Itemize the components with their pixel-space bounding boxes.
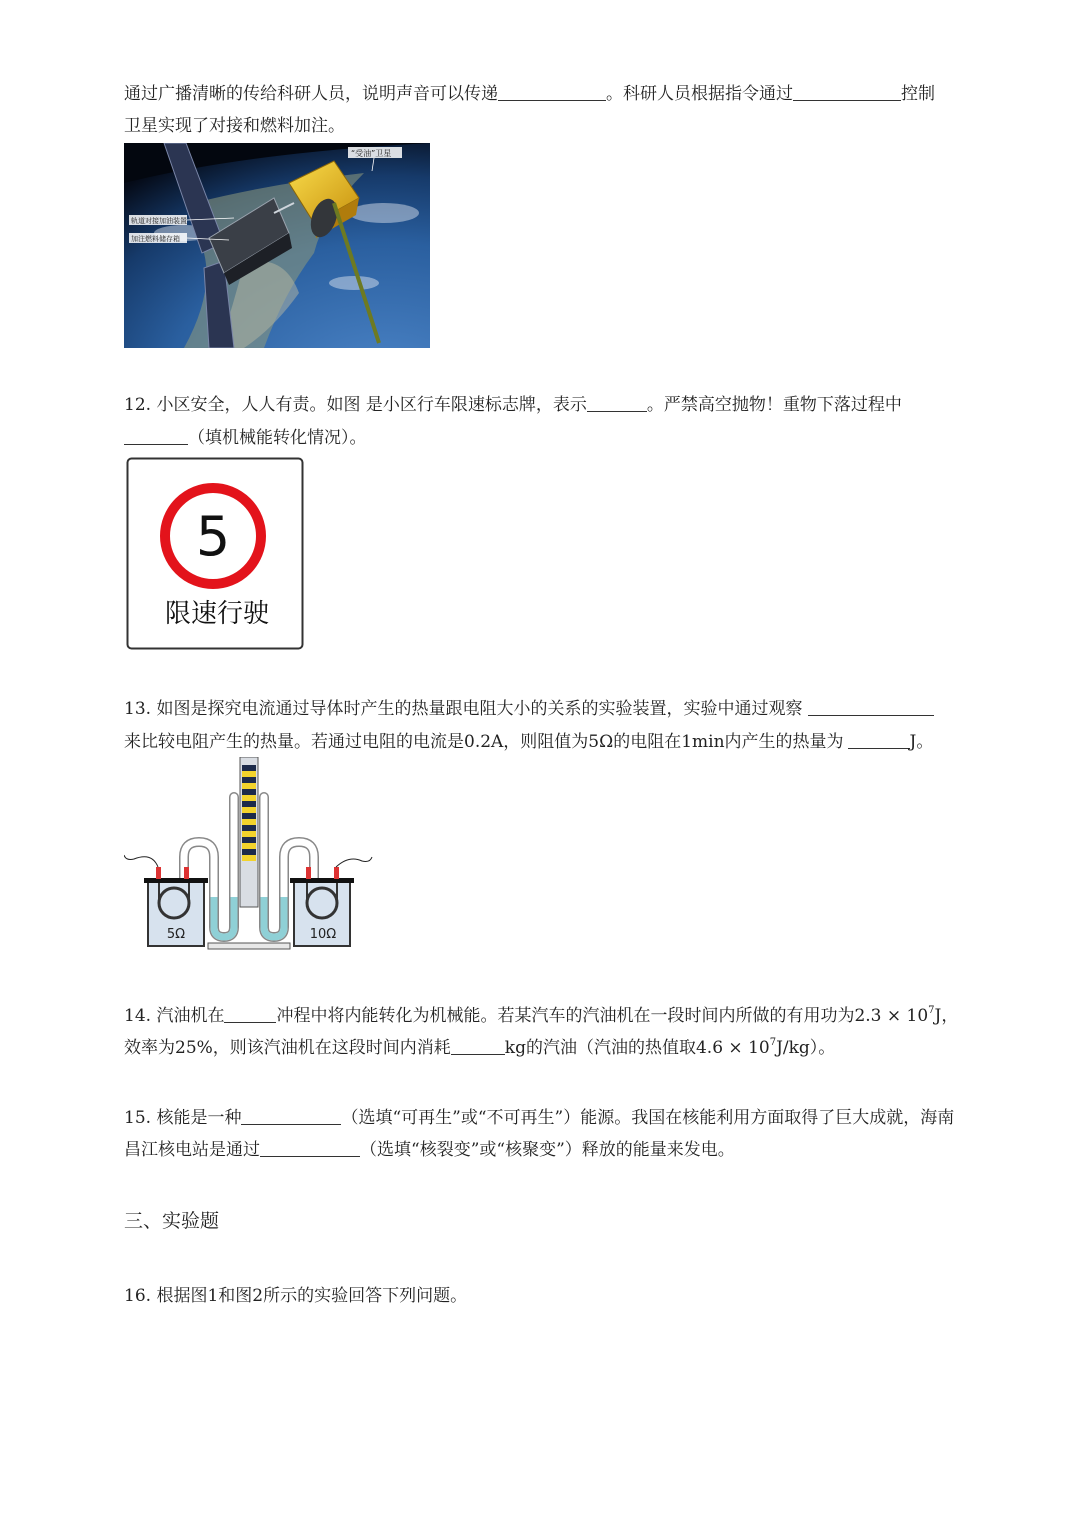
speed-limit-text: 限速行驶 [164, 599, 270, 629]
q14-line-2: 效率为25%，则该汽油机在这段时间内消耗 kg的汽油（汽油的热值取$4.6 \times 10^7J/kg$）。 [124, 1037, 836, 1058]
resistor-10-ohm-label: 10Ω [309, 927, 337, 942]
q15-line-1: 15. 核能是一种 （选填“可再生”或“不可再生”）能源。我国在核能利用方面取得了巨大成就，海南 [124, 1108, 955, 1128]
q14-blank-2[interactable] [451, 1038, 505, 1055]
q15-line-2: 昌江核电站是通过 （选填“核裂变”或“核聚变”）释放的能量来发电。 [124, 1140, 735, 1160]
q13-line-1: 13. 如图是探究电流通过导体时产生的热量跟电阻大小的关系的实验装置，实验中通过观察 [124, 697, 934, 721]
satellite-label-docking: 轨道对接加油装置 [131, 217, 187, 225]
q11-line-1: 通过广播清晰的传给科研人员，说明声音可以传递 。科研人员根据指令通过 控制 [124, 84, 935, 104]
q16-line-1: 16. 根据图1和图2所示的实验回答下列问题。 [124, 1286, 468, 1306]
satellite-docking-image [124, 143, 430, 348]
q14-blank-1[interactable] [224, 1006, 276, 1023]
satellite-label-receiver: “受油”卫星 [351, 149, 392, 158]
q14-line-1: 14. 汽油机在 冲程中将内能转化为机械能。若某汽车的汽油机在一段时间内所做的有用功为$2.3 \times 10^7J$， [124, 1005, 959, 1026]
q12-line-2: （填机械能转化情况）。 [124, 426, 367, 450]
q15-blank-2[interactable] [260, 1140, 360, 1157]
q12-blank-1[interactable] [587, 395, 647, 412]
q12-blank-2[interactable] [124, 428, 188, 445]
q15-blank-1[interactable] [241, 1108, 341, 1125]
q13-blank-1[interactable] [808, 699, 934, 716]
q11-blank-2[interactable] [793, 84, 901, 101]
q11-blank-1[interactable] [498, 84, 606, 101]
resistor-5-ohm-label: 5Ω [166, 927, 186, 942]
q12-line-1: 12. 小区安全，人人有责。如图 是小区行车限速标志牌，表示 。严禁高空抛物！重物下落过程中 [124, 395, 902, 415]
speed-limit-number: 5 [195, 505, 231, 568]
speed-limit-sign [126, 457, 304, 650]
satellite-label-fuel-tank: 加注燃料储存箱 [131, 235, 180, 243]
section-3-title: 三、实验题 [124, 1210, 220, 1232]
q13-blank-2[interactable] [848, 732, 910, 749]
q11-line-2: 卫星实现了对接和燃料加注。 [124, 116, 345, 136]
joule-heat-apparatus [124, 757, 374, 952]
q13-line-2: 来比较电阻产生的热量。若通过电阻的电流是0.2A，则阻值为5Ω的电阻在1min内产生的热量为 J。 [124, 732, 934, 752]
